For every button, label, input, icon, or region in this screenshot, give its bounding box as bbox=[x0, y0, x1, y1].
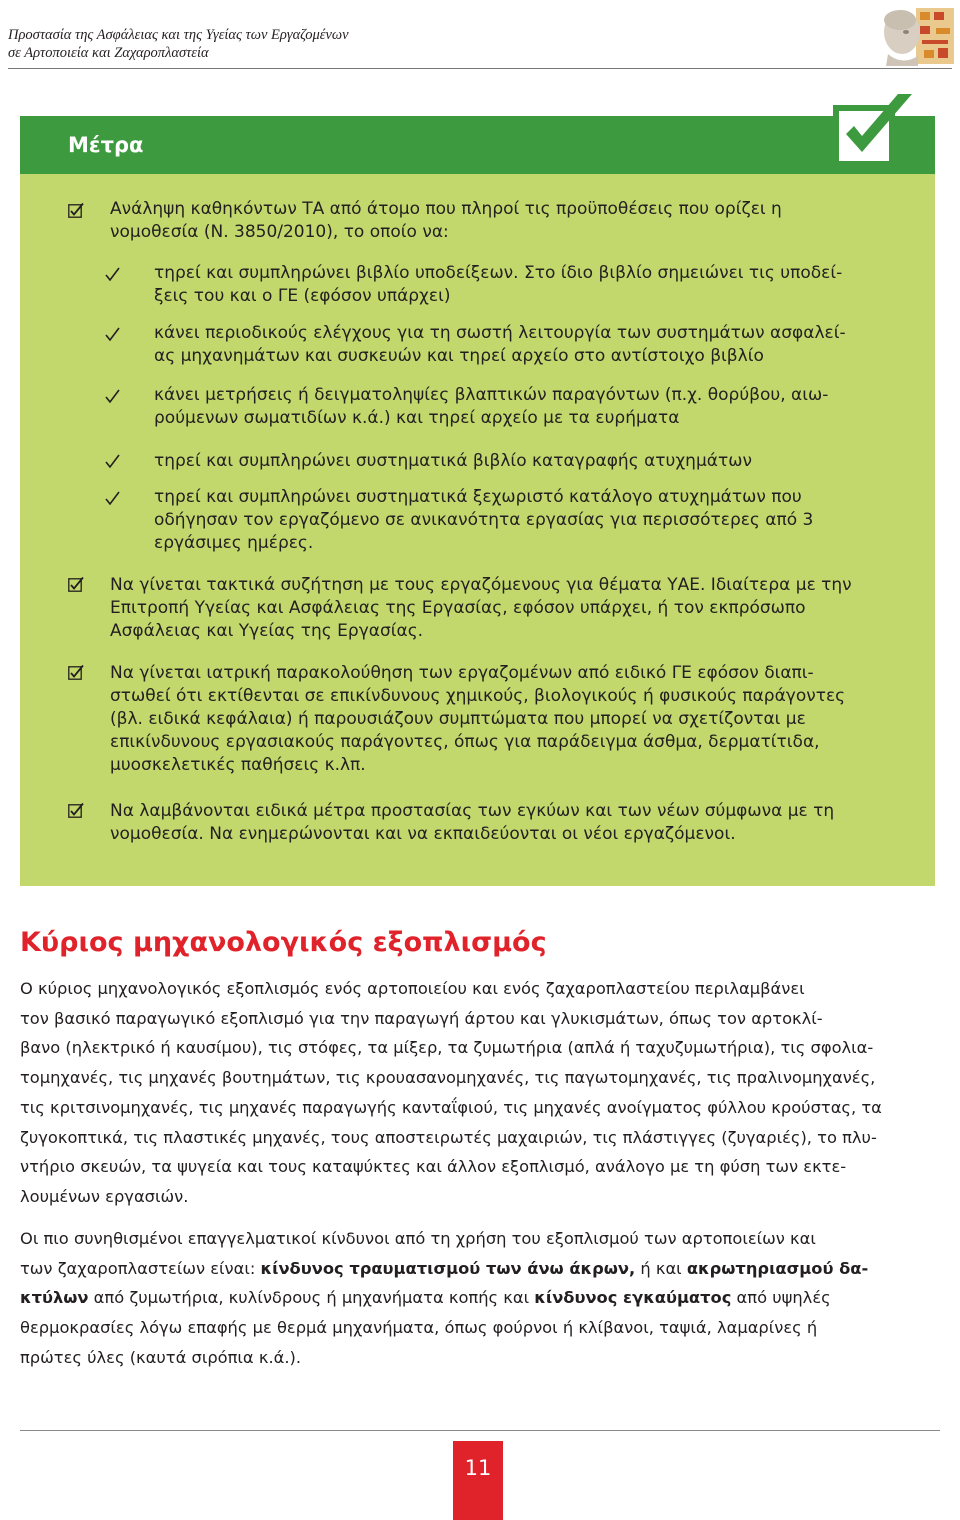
checkmark-icon bbox=[104, 490, 120, 506]
classical-bust-logo bbox=[876, 4, 956, 66]
measure-item-2-line1: Να γίνεται τακτικά συζήτηση με τους εργαζόμενους για θέματα ΥΑΕ. Ιδιαίτερα με την bbox=[110, 575, 852, 595]
bold-hazard-amputation-cont: κτύλων bbox=[20, 1288, 89, 1308]
checkmark-icon bbox=[104, 453, 120, 469]
paragraph-line: τον βασικό παραγωγικό εξοπλισμό για την παραγωγή άρτου και γλυκισμάτων, όπως τον αρτοκλί- bbox=[20, 1008, 823, 1028]
sub-item-5-line3: εργάσιμες ημέρες. bbox=[154, 533, 314, 553]
measures-box bbox=[20, 116, 935, 886]
sub-item-1 bbox=[154, 262, 842, 308]
footer-divider bbox=[20, 1430, 940, 1431]
running-header bbox=[8, 26, 349, 62]
bold-hazard-injury: κίνδυνος τραυματισμού των άνω άκρων, bbox=[260, 1258, 636, 1278]
measure-item-3-line1: Να γίνεται ιατρική παρακολούθηση των εργαζομένων από ειδικό ΓΕ εφόσον διαπι- bbox=[110, 663, 814, 683]
paragraph-line bbox=[20, 1283, 936, 1313]
equipment-paragraph bbox=[20, 974, 936, 1212]
measure-item-1-line2: νομοθεσία (Ν. 3850/2010), το οποίο να: bbox=[110, 222, 449, 242]
paragraph-line: τις κριτσινομηχανές, τις μηχανές παραγωγής κανταΐφιού, τις μηχανές ανοίγματος φύλλου κρούστας, τα bbox=[20, 1097, 882, 1117]
hazards-paragraph bbox=[20, 1224, 936, 1373]
sub-item-3 bbox=[154, 384, 828, 430]
measure-item-2 bbox=[110, 574, 852, 643]
measure-item-3 bbox=[110, 662, 845, 777]
sub-item-2-line2: ας μηχανημάτων και συσκευών και τηρεί αρχείο στο αντίστοιχο βιβλίο bbox=[154, 346, 764, 366]
sub-item-5-line2: οδήγησαν τον εργαζόμενο σε ανικανότητα εργασίας για περισσότερες από 3 bbox=[154, 510, 814, 530]
paragraph-line: ντήριο σκευών, τα ψυγεία και τους καταψύκτες και άλλον εξοπλισμό, ανάλογο με τη φύση των εκτε- bbox=[20, 1157, 847, 1177]
measure-item-4-line1: Να λαμβάνονται ειδικά μέτρα προστασίας των εγκύων και των νέων σύμφωνα με τη bbox=[110, 801, 835, 821]
paragraph-line: βανο (ηλεκτρικό ή καυσίμου), τις στόφες, τα μίξερ, τα ζυμωτήρια (απλά ή ταχυζυμωτήρια), τις σφολια- bbox=[20, 1038, 874, 1058]
measure-item-1-line1: Ανάληψη καθηκόντων ΤΑ από άτομο που πληροί τις προϋποθέσεις που ορίζει η bbox=[110, 199, 782, 219]
measure-item-3-line2: στωθεί ότι εκτίθενται σε επικίνδυνους χημικούς, βιολογικούς ή φυσικούς παράγοντες bbox=[110, 686, 846, 706]
paragraph-line: τομηχανές, τις μηχανές βουτημάτων, τις κρουασανομηχανές, τις παγωτομηχανές, τις πραλινομηχανές, bbox=[20, 1068, 876, 1088]
checkbox-icon bbox=[68, 576, 84, 592]
checkbox-icon bbox=[68, 664, 84, 680]
checkbox-icon bbox=[68, 202, 84, 218]
text-run: ή και bbox=[635, 1258, 687, 1278]
measure-item-2-line3: Ασφάλειας και Υγείας της Εργασίας. bbox=[110, 621, 424, 641]
measure-item-3-line5: μυοσκελετικές παθήσεις κ.λπ. bbox=[110, 755, 366, 775]
paragraph-line: Οι πιο συνηθισμένοι επαγγελματικοί κίνδυνοι από τη χρήση του εξοπλισμού των αρτοποιείων και bbox=[20, 1229, 816, 1248]
measure-item-4-line2: νομοθεσία. Να ενημερώνονται και να εκπαιδεύονται οι νέοι εργαζόμενοι. bbox=[110, 824, 736, 844]
measures-title: Μέτρα bbox=[68, 133, 144, 157]
checkmark-icon bbox=[104, 266, 120, 282]
measure-item-3-line3: (βλ. ειδικά κεφάλαια) ή παρουσιάζουν συμπτώματα που μπορεί να σχετίζονται με bbox=[110, 709, 806, 729]
paragraph-line: λουμένων εργασιών. bbox=[20, 1186, 189, 1206]
bold-hazard-amputation: ακρωτηριασμού δα- bbox=[686, 1258, 869, 1278]
running-header-line1: Προστασία της Ασφάλειας και της Υγείας των Εργαζομένων bbox=[8, 27, 349, 43]
sub-item-4-line1: τηρεί και συμπληρώνει συστηματικά βιβλίο καταγραφής ατυχημάτων bbox=[154, 451, 752, 471]
measure-item-3-line4: επικίνδυνους εργασιακούς παράγοντες, όπως για παράδειγμα άσθμα, δερματίτιδα, bbox=[110, 732, 820, 752]
sub-item-2-line1: κάνει περιοδικούς ελέγχους για τη σωστή λειτουργία των συστημάτων ασφαλεί- bbox=[154, 323, 846, 343]
sub-item-3-line2: ρούμενων σωματιδίων κ.ά.) και τηρεί αρχείο με τα ευρήματα bbox=[154, 408, 680, 428]
paragraph-line: ζυγοκοπτικά, τις πλαστικές μηχανές, τους αποστειρωτές μαχαιριών, τις πλάστιγγες (ζυγαριές), το πλυ- bbox=[20, 1127, 877, 1147]
page-number: 11 bbox=[464, 1456, 492, 1480]
sub-item-4 bbox=[154, 450, 752, 473]
page-number-box bbox=[453, 1441, 503, 1520]
text-run: από υψηλές bbox=[731, 1288, 831, 1308]
measure-item-4 bbox=[110, 800, 834, 846]
sub-item-3-line1: κάνει μετρήσεις ή δειγματοληψίες βλαπτικών παραγόντων (π.χ. θορύβου, αιω- bbox=[154, 385, 829, 405]
section-heading: Κύριος μηχανολογικός εξοπλισμός bbox=[20, 927, 547, 958]
paragraph-line bbox=[20, 1254, 936, 1284]
sub-item-2 bbox=[154, 322, 846, 368]
text-run: από ζυμωτήρια, κυλίνδρους ή μηχανήματα κοπής και bbox=[88, 1288, 535, 1308]
paragraph-line: πρώτες ύλες (καυτά σιρόπια κ.ά.). bbox=[20, 1347, 302, 1367]
sub-item-1-line1: τηρεί και συμπληρώνει βιβλίο υποδείξεων. Στο ίδιο βιβλίο σημειώνει τις υποδεί- bbox=[154, 263, 843, 283]
checkmark-icon bbox=[104, 326, 120, 342]
text-run: των ζαχαροπλαστείων είναι: bbox=[20, 1258, 261, 1278]
running-header-line2: σε Αρτοποιεία και Ζαχαροπλαστεία bbox=[8, 45, 209, 61]
paragraph-line: θερμοκρασίες λόγω επαφής με θερμά μηχανήματα, όπως φούρνοι ή κλίβανοι, ταψιά, λαμαρίνες ή bbox=[20, 1318, 818, 1338]
sub-item-5-line1: τηρεί και συμπληρώνει συστηματικά ξεχωριστό κατάλογο ατυχημάτων που bbox=[154, 487, 802, 507]
measure-item-1 bbox=[110, 198, 782, 244]
measure-item-2-line2: Επιτροπή Υγείας και Ασφάλειας της Εργασίας, εφόσον υπάρχει, ή τον εκπρόσωπο bbox=[110, 598, 806, 618]
checkbox-icon bbox=[68, 802, 84, 818]
checkbox-checked-icon bbox=[828, 88, 920, 172]
bold-hazard-burn: κίνδυνος εγκαύματος bbox=[534, 1288, 732, 1308]
paragraph-line: Ο κύριος μηχανολογικός εξοπλισμός ενός αρτοποιείου και ενός ζαχαροπλαστείου περιλαμβάνει bbox=[20, 979, 805, 998]
sub-item-5 bbox=[154, 486, 813, 555]
measures-header bbox=[20, 116, 935, 174]
checkmark-icon bbox=[104, 388, 120, 404]
header-divider bbox=[8, 68, 952, 69]
sub-item-1-line2: ξεις του και ο ΓΕ (εφόσον υπάρχει) bbox=[154, 286, 451, 306]
